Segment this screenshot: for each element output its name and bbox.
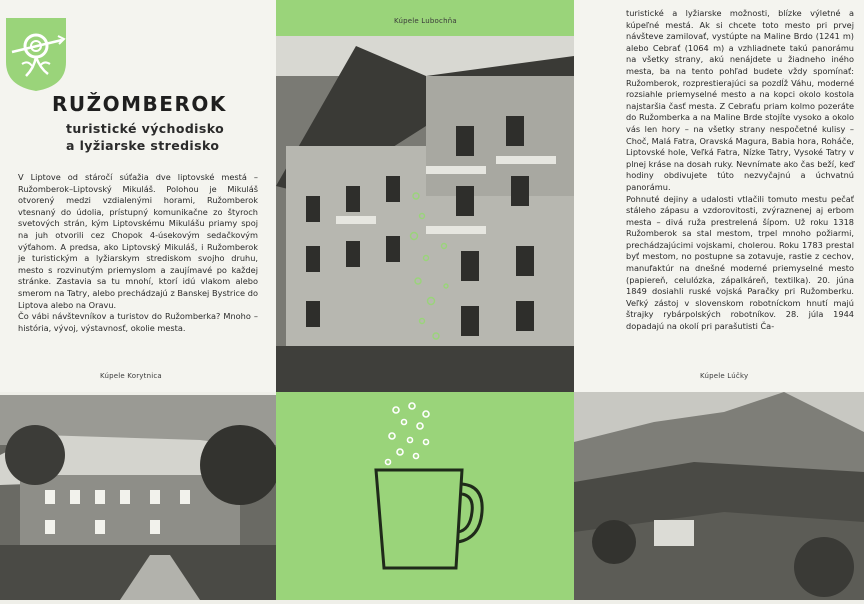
caption-lubochna: Kúpele Lubochňa <box>394 17 457 25</box>
korytnica-photo <box>0 395 276 600</box>
history-paragraph-2: Pohnuté dejiny a udalosti vtlačili tomuto mestu pečať stáleho zápasu a vzdorovitosti, zvýraznenej aj erbom mesta – divá ruža prestrelená šípom. Už roku 1318 Ružomberok sa stal mestom, trpel mnoho požiarmi, prechádzajúcimi vojskami, cholerou. Roku 1783 prestal byť mestom, no postupne sa zotavuje, rastie z cechov, manufaktúr na dnešné moderné priemyselné mesto (papiereň, celulózka, zápalkáreň, textilka). 20. júna 1849 dosiahli ruské vojská Paračky pri Ružomberku. Veľký zástoj v slovenskom robotníckom hnutí majú štrajky rybárpolských robotníkov. 28. júla 1944 dopadajú na okolí pri parašutisti Ča- <box>626 193 854 332</box>
green-mug-panel <box>276 392 574 600</box>
subtitle-line-2: a lyžiarske stredisko <box>66 138 220 153</box>
green-top-strip <box>276 0 574 36</box>
page-title: RUŽOMBEROK <box>52 92 227 116</box>
subtitle-line-1: turistické východisko <box>66 121 225 136</box>
city-crest-rose-icon <box>4 16 68 92</box>
left-text-panel <box>0 0 276 392</box>
history-text <box>626 8 854 333</box>
history-paragraph-1: turistické a lyžiarske možnosti, blízke výletné a kúpeľné mestá. Ak si chcete toto mesto pri prvej návšteve zamilovať, vystúpte na Maline Brdo (1241 m) alebo Cebrať (1064 m) a vzhliadnete takú panorámu na všetky strany, akú nenájdete u žiadneho iného mesta, ba na tento pohľad budete vždy spomínať: Ružomberok, rozprestierajúci sa pozdĺž Váhu, moderné rozsiahle priemyselné mesto a na kopci okolo kostola najstaršia časť mesta. Z Cebraťu priam kolmo pozeráte do Ružomberka a na Maline Brde stojíte vysoko a okolo vás len hory – na všetky strany nespočetné kulisy – Choč, Malá Fatra, Oravská Magura, Babia hora, Roháče, Liptovské hole, Veľká Fatra, Nízke Tatry, Vysoké Tatry v plnej kráse na dosah ruky. Nevnímate ako čas beží, keď hodiny obdivujete túto nezvyčajnú a úchvatnú panorámu. <box>626 8 854 192</box>
intro-paragraph-2: Čo vábi návštevníkov a turistov do Ružomberka? Mnoho – história, vývoj, výstavnosť, okolie mesta. <box>18 311 258 333</box>
caption-korytnica: Kúpele Korytnica <box>100 372 162 380</box>
intro-text <box>18 172 258 334</box>
caption-lucky: Kúpele Lúčky <box>700 372 749 380</box>
mug-icon <box>276 392 574 600</box>
building-photo <box>276 36 574 392</box>
right-text-panel <box>574 0 864 392</box>
intro-paragraph-1: V Liptove od stáročí súťažia dve liptovské mestá – Ružomberok–Liptovský Mikuláš. Polohou je Mikuláš otvorený medzi vzdialenými horami, Ružomberok vtesnaný do údolia, prístupný komunikačne zo štyroch svetových strán, kým Liptovskému Mikulášu priamy spoj na juh otvorili cez Chopok 4-úsekovým sedačkovým výťahom. A predsa, ako Liptovský Mikuláš, i Ružomberok je turistickým a lyžiarskym strediskom svojho druhu, mesto s rozvinutým priemyslom a zaujímavé po každej stránke. Zastavia sa tu mnohí, ktorí idú vlakom alebo smerom na Tatry, alebo prechádzajú z Banskej Bystrice do Liptova alebo na Oravu. <box>18 172 258 310</box>
lucky-landscape-photo <box>574 392 864 600</box>
